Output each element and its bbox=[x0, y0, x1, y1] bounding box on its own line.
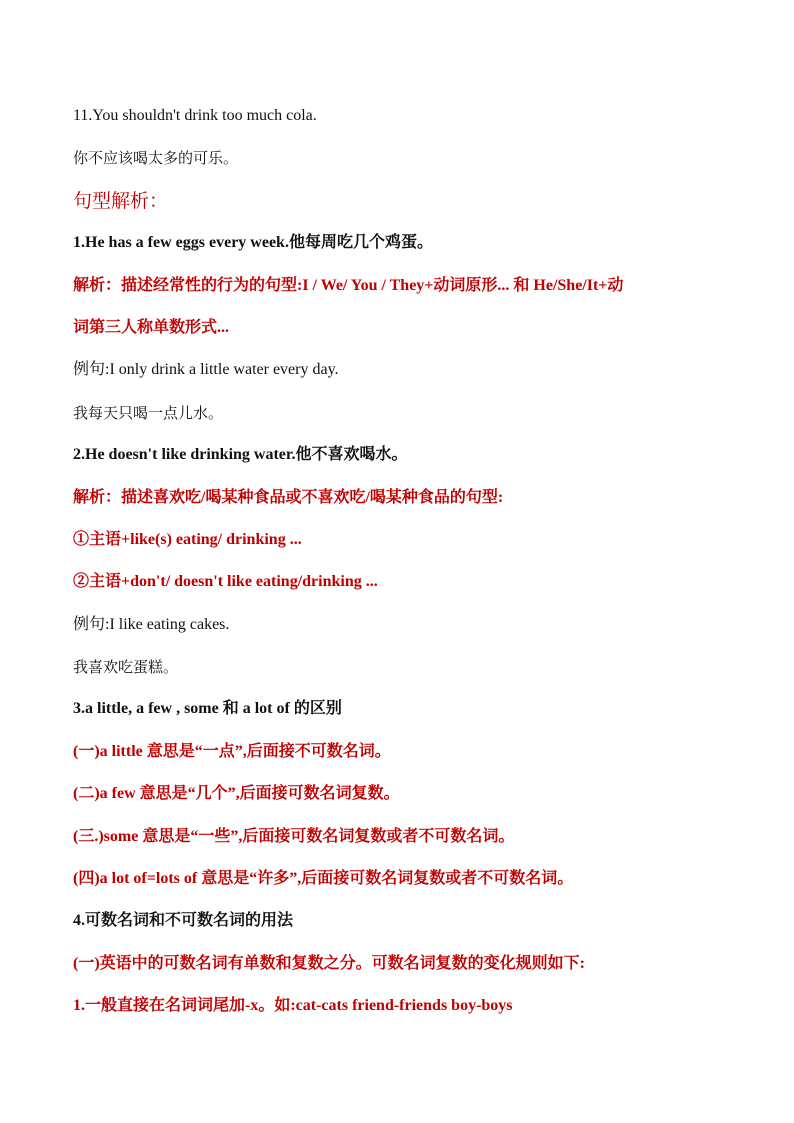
document-page bbox=[73, 104, 753, 1037]
point-1-analysis: 解析：描述经常性的行为的句型:I / We/ You / They+动词原形... 和 He/She/It+动 bbox=[73, 276, 624, 294]
section-heading: 句型解析： bbox=[73, 189, 169, 212]
point-1-example: 例句:I only drink a little water every day. bbox=[73, 361, 339, 379]
point-4-rule-1: 1.一般直接在名词词尾加-x。如:cat-cats friend-friends boy-boys bbox=[73, 997, 513, 1015]
text-line-1: 11.You shouldn't drink too much cola. bbox=[73, 107, 317, 124]
point-2-example: 例句:I like eating cakes. bbox=[73, 615, 230, 633]
point-4-title: 4.可数名词和不可数名词的用法 bbox=[73, 912, 294, 930]
point-2-analysis: 解析：描述喜欢吃/喝某种食品或不喜欢吃/喝某种食品的句型: bbox=[73, 488, 504, 506]
point-1-title: 1.He has a few eggs every week.他每周吃几个鸡蛋。 bbox=[73, 234, 433, 252]
point-1-example-cn: 我每天只喝一点儿水。 bbox=[73, 403, 224, 422]
point-2-pattern-1: ①主语+like(s) eating/ drinking ... bbox=[73, 530, 302, 548]
point-3-item-2: (二)a few 意思是“几个”,后面接可数名词复数。 bbox=[73, 785, 400, 803]
point-2-example-cn: 我喜欢吃蛋糕。 bbox=[73, 658, 179, 677]
text-line-2: 你不应该喝太多的可乐。 bbox=[73, 149, 239, 168]
point-3-item-3: (三.)some 意思是“一些”,后面接可数名词复数或者不可数名词。 bbox=[73, 827, 515, 845]
point-3-item-1: (一)a little 意思是“一点”,后面接不可数名词。 bbox=[73, 742, 391, 760]
point-4-item-1: (一)英语中的可数名词有单数和复数之分。可数名词复数的变化规则如下: bbox=[73, 954, 585, 972]
point-1-analysis-cont: 词第三人称单数形式... bbox=[73, 318, 230, 336]
point-3-item-4: (四)a lot of=lots of 意思是“许多”,后面接可数名词复数或者不可数名词。 bbox=[73, 870, 574, 888]
point-2-pattern-2: ②主语+don't/ doesn't like eating/drinking ... bbox=[73, 573, 378, 591]
point-2-title: 2.He doesn't like drinking water.他不喜欢喝水。 bbox=[73, 446, 408, 464]
point-3-title: 3.a little, a few , some 和 a lot of 的区别 bbox=[73, 700, 342, 718]
